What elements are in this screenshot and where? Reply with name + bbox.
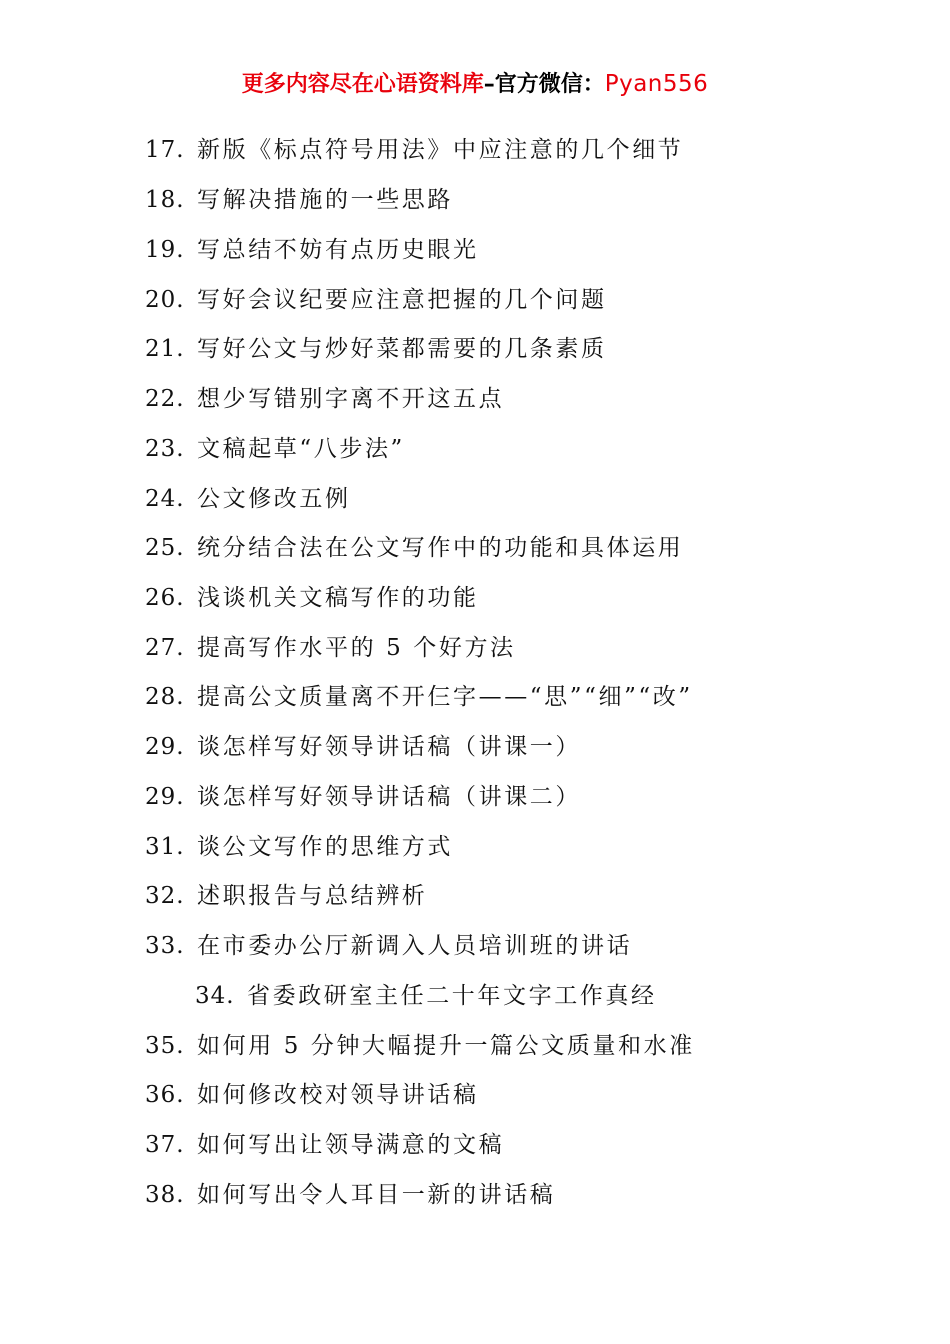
page-header xyxy=(0,66,950,102)
item-title: 如何写出令人耳目一新的讲话稿 xyxy=(197,1182,556,1208)
list-item xyxy=(145,876,427,916)
item-number: 22. xyxy=(145,386,185,412)
list-item xyxy=(145,1175,555,1215)
list-item xyxy=(145,578,479,618)
list-item xyxy=(145,827,453,867)
item-title: 在市委办公厅新调入人员培训班的讲话 xyxy=(197,933,633,959)
item-number: 19. xyxy=(145,237,185,263)
list-item xyxy=(145,230,479,270)
item-title: 谈怎样写好领导讲话稿（讲课二） xyxy=(197,784,581,810)
item-title: 省委政研室主任二十年文字工作真经 xyxy=(247,983,657,1009)
item-number: 21. xyxy=(145,336,185,362)
item-title: 提高写作水平的 5 个好方法 xyxy=(197,635,516,661)
list-item xyxy=(145,628,516,668)
item-title: 如何修改校对领导讲话稿 xyxy=(197,1082,479,1108)
list-item xyxy=(145,329,607,369)
list-item xyxy=(145,379,504,419)
item-number: 18. xyxy=(145,187,185,213)
item-number: 24. xyxy=(145,486,185,512)
item-number: 29. xyxy=(145,734,185,760)
item-title: 浅谈机关文稿写作的功能 xyxy=(197,585,479,611)
list-item xyxy=(145,528,683,568)
item-title: 写解决措施的一些思路 xyxy=(197,187,453,213)
item-number: 26. xyxy=(145,585,185,611)
item-number: 35. xyxy=(145,1033,185,1059)
item-number: 34. xyxy=(195,983,235,1009)
header-title: 更多内容尽在心语资料库 xyxy=(241,72,484,97)
item-title: 新版《标点符号用法》中应注意的几个细节 xyxy=(197,137,684,163)
item-number: 23. xyxy=(145,436,185,462)
header-wechat-id: Pyan556 xyxy=(604,71,709,97)
list-item xyxy=(145,479,351,519)
item-number: 33. xyxy=(145,933,185,959)
item-title: 谈公文写作的思维方式 xyxy=(197,834,453,860)
item-number: 17. xyxy=(145,137,185,163)
item-number: 29. xyxy=(145,784,185,810)
item-title: 写总结不妨有点历史眼光 xyxy=(197,237,479,263)
item-number: 20. xyxy=(145,287,185,313)
item-title: 如何写出让领导满意的文稿 xyxy=(197,1132,505,1158)
list-item xyxy=(195,976,657,1016)
item-number: 25. xyxy=(145,535,185,561)
item-title: 述职报告与总结辨析 xyxy=(197,883,428,909)
item-title: 写好会议纪要应注意把握的几个问题 xyxy=(197,287,607,313)
item-title: 提高公文质量离不开仨字——“思”“细”“改” xyxy=(197,684,693,710)
list-item xyxy=(145,1026,695,1066)
item-number: 38. xyxy=(145,1182,185,1208)
header-separator: –官方微信： xyxy=(483,72,605,97)
list-item xyxy=(145,130,683,170)
item-title: 想少写错别字离不开这五点 xyxy=(197,386,505,412)
item-number: 27. xyxy=(145,635,185,661)
item-number: 28. xyxy=(145,684,185,710)
item-number: 37. xyxy=(145,1132,185,1158)
list-item xyxy=(145,1075,479,1115)
list-item xyxy=(145,727,581,767)
item-number: 32. xyxy=(145,883,185,909)
list-item xyxy=(145,280,607,320)
item-title: 统分结合法在公文写作中的功能和具体运用 xyxy=(197,535,684,561)
list-item xyxy=(145,677,693,717)
item-title: 如何用 5 分钟大幅提升一篇公文质量和水准 xyxy=(197,1033,695,1059)
item-number: 31. xyxy=(145,834,185,860)
item-title: 谈怎样写好领导讲话稿（讲课一） xyxy=(197,734,581,760)
list-item xyxy=(145,1125,504,1165)
list-item xyxy=(145,180,453,220)
list-item xyxy=(145,777,581,817)
item-title: 写好公文与炒好菜都需要的几条素质 xyxy=(197,336,607,362)
list-item xyxy=(145,926,632,966)
item-number: 36. xyxy=(145,1082,185,1108)
item-title: 公文修改五例 xyxy=(197,486,351,512)
item-title: 文稿起草“八步法” xyxy=(197,436,405,462)
list-item xyxy=(145,429,405,469)
